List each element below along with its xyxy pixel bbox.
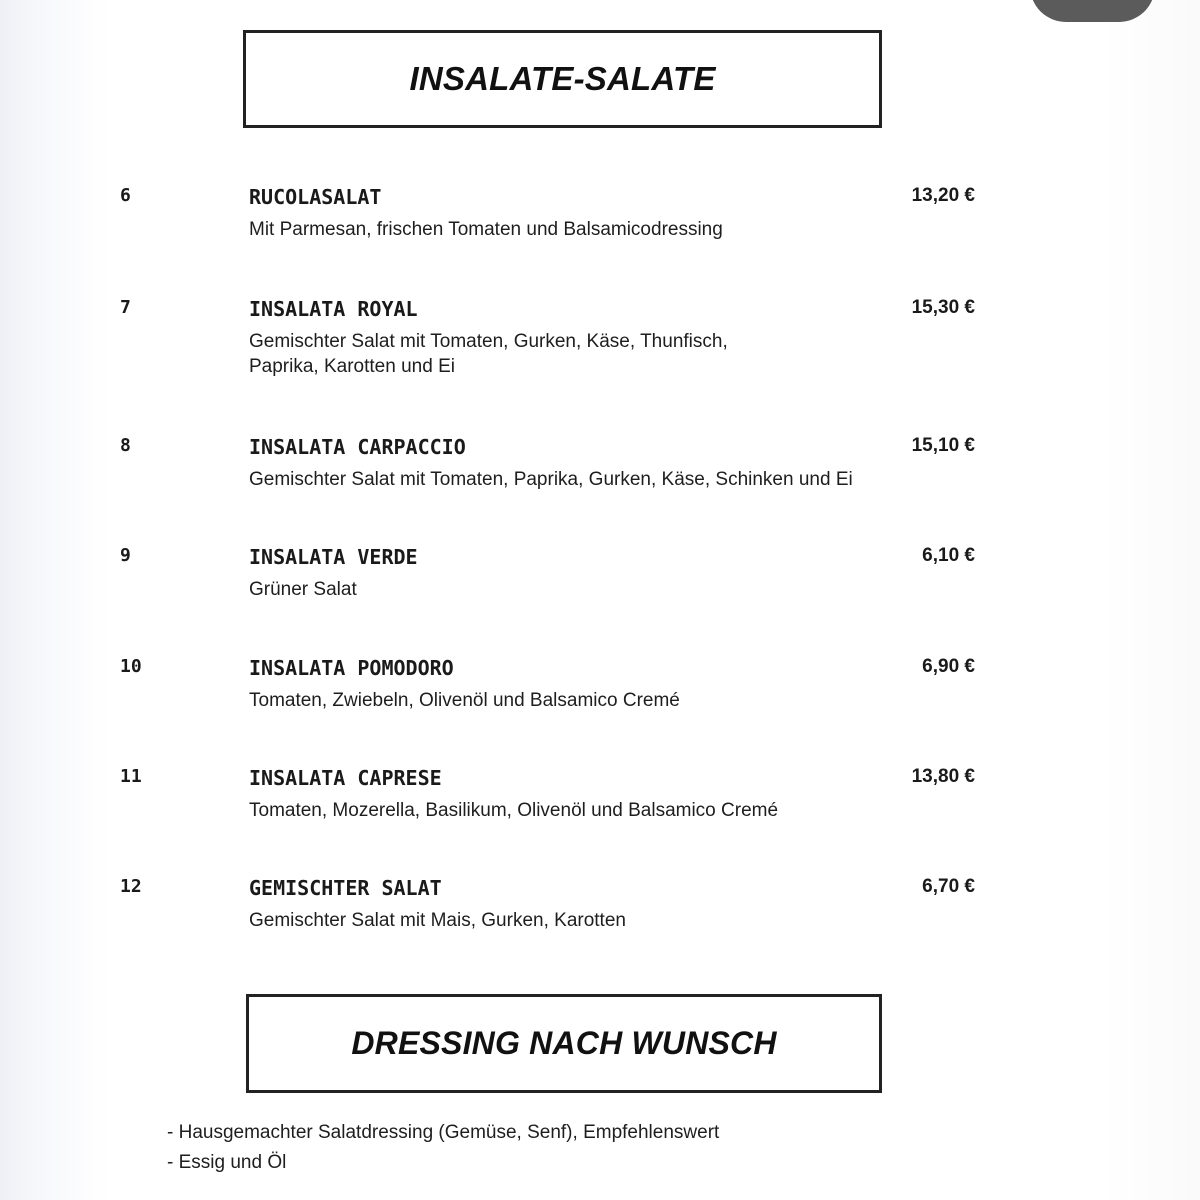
item-description: Tomaten, Mozerella, Basilikum, Olivenöl und Balsamico Cremé: [249, 800, 779, 821]
item-description: Grüner Salat: [249, 579, 357, 600]
item-number: 9: [120, 545, 131, 566]
item-description: Gemischter Salat mit Tomaten, Paprika, Gurken, Käse, Schinken und Ei: [249, 469, 853, 490]
dressing-option: - Essig und Öl: [167, 1152, 287, 1173]
menu-item: [0, 435, 1200, 525]
item-name: RUCOLASALAT: [249, 185, 382, 209]
item-number: 11: [120, 766, 142, 787]
item-number: 10: [120, 656, 142, 677]
item-name: INSALATA VERDE: [249, 545, 418, 569]
dressing-title: DRESSING NACH WUNSCH: [351, 1025, 777, 1061]
menu-item: [0, 656, 1200, 746]
item-price: 6,10 €: [922, 545, 975, 566]
item-price: 15,10 €: [911, 435, 975, 456]
menu-item: [0, 766, 1200, 856]
item-price: 13,20 €: [911, 185, 975, 206]
item-price: 13,80 €: [911, 766, 975, 787]
item-name: INSALATA ROYAL: [249, 297, 418, 321]
item-name: GEMISCHTER SALAT: [249, 876, 442, 900]
item-name: INSALATA POMODORO: [249, 656, 454, 680]
corner-overlay-shape: [1030, 0, 1155, 22]
menu-item: [0, 297, 1200, 387]
salads-title: INSALATE-SALATE: [409, 60, 716, 97]
item-price: 15,30 €: [911, 297, 975, 318]
item-price: 6,70 €: [922, 876, 975, 897]
salads-title-box: [243, 30, 882, 128]
menu-item: [0, 545, 1200, 635]
item-price: 6,90 €: [922, 656, 975, 677]
dressing-title-box: [246, 994, 882, 1093]
item-description: Tomaten, Zwiebeln, Olivenöl und Balsamico Cremé: [249, 690, 680, 711]
item-description: Gemischter Salat mit Mais, Gurken, Karotten: [249, 910, 626, 931]
item-number: 8: [120, 435, 131, 456]
item-name: INSALATA CAPRESE: [249, 766, 442, 790]
item-description: Mit Parmesan, frischen Tomaten und Balsamicodressing: [249, 219, 723, 240]
menu-item: [0, 185, 1200, 275]
item-number: 7: [120, 297, 131, 318]
dressing-options-list: [167, 1118, 719, 1178]
dressing-option: - Hausgemachter Salatdressing (Gemüse, Senf), Empfehlenswert: [167, 1122, 720, 1143]
item-name: INSALATA CARPACCIO: [249, 435, 466, 459]
item-number: 6: [120, 185, 131, 206]
item-number: 12: [120, 876, 142, 897]
item-description: Gemischter Salat mit Tomaten, Gurken, Käse, Thunfisch, Paprika, Karotten und Ei: [249, 331, 728, 377]
menu-item: [0, 876, 1200, 966]
